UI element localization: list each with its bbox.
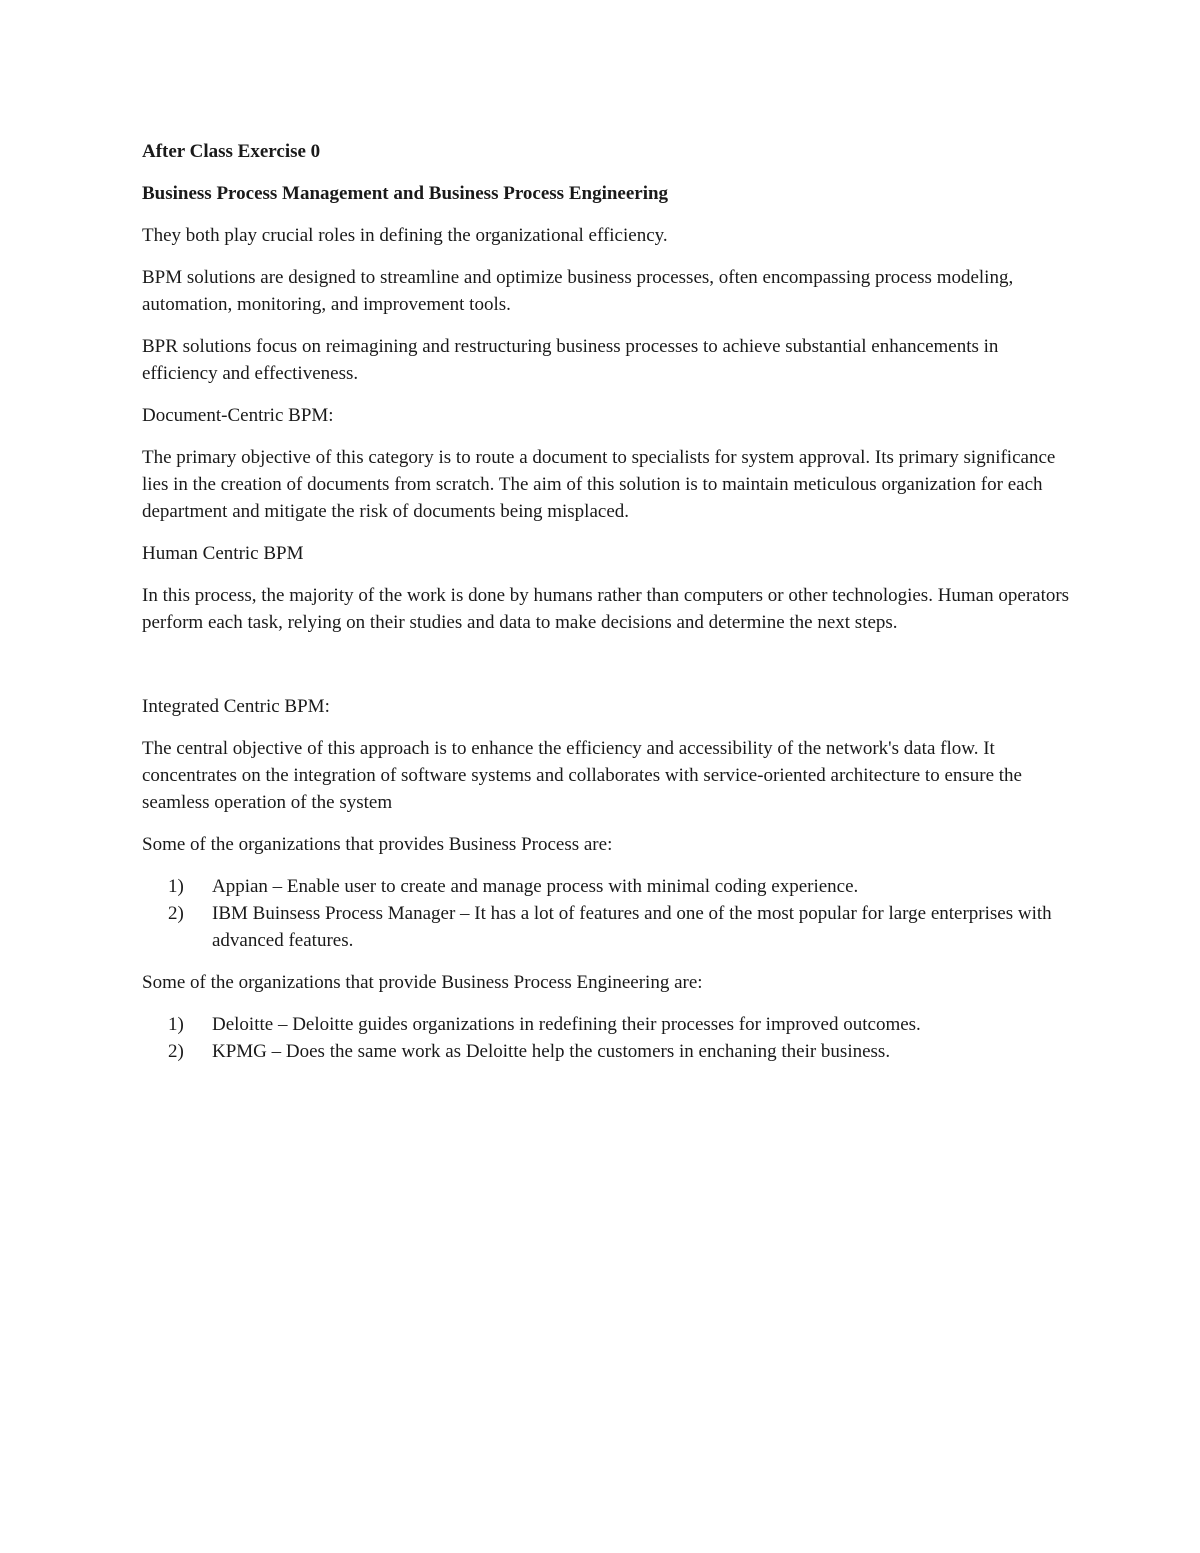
- document-page: [142, 138, 1072, 1080]
- list-item: [142, 900, 1072, 954]
- bpe-organizations-intro: Some of the organizations that provide Business Process Engineering are:: [142, 972, 703, 993]
- bpm-organizations-list: [142, 873, 1072, 954]
- list-item-text: Appian – Enable user to create and manage process with minimal coding experience.: [212, 876, 859, 897]
- list-item: [142, 1038, 1072, 1065]
- document-title: After Class Exercise 0: [142, 141, 321, 162]
- list-item: [142, 1011, 1072, 1038]
- list-item-number: 2): [168, 1041, 184, 1062]
- list-item-text: Deloitte – Deloitte guides organizations in redefining their processes for improved outcomes.: [212, 1014, 921, 1035]
- document-centric-heading: Document-Centric BPM:: [142, 405, 334, 426]
- document-centric-body: The primary objective of this category is to route a document to specialists for system approval. Its primary significance lies in the creation of documents from scratch. The aim of this solution is to maintain meticulous organization for each department and mitigate the risk of documents being misplaced.: [142, 447, 1056, 522]
- list-item: [142, 873, 1072, 900]
- document-subtitle: Business Process Management and Business Process Engineering: [142, 183, 669, 204]
- list-item-text: KPMG – Does the same work as Deloitte help the customers in enchaning their business.: [212, 1041, 891, 1062]
- bpm-description: BPM solutions are designed to streamline and optimize business processes, often encompassing process modeling, automation, monitoring, and improvement tools.: [142, 267, 1014, 315]
- integrated-centric-body: The central objective of this approach is to enhance the efficiency and accessibility of the network's data flow. It concentrates on the integration of software systems and collaborates with service-oriented architecture to ensure the seamless operation of the system: [142, 738, 1022, 813]
- bpe-organizations-list: [142, 1011, 1072, 1065]
- list-item-number: 2): [168, 903, 184, 924]
- bpr-description: BPR solutions focus on reimagining and restructuring business processes to achieve substantial enhancements in efficiency and effectiveness.: [142, 336, 999, 384]
- integrated-centric-heading: Integrated Centric BPM:: [142, 696, 330, 717]
- intro-paragraph: They both play crucial roles in defining the organizational efficiency.: [142, 225, 668, 246]
- list-item-text: IBM Buinsess Process Manager – It has a lot of features and one of the most popular for large enterprises with advanced features.: [212, 903, 1052, 951]
- list-item-number: 1): [168, 1014, 184, 1035]
- bpm-organizations-intro: Some of the organizations that provides Business Process are:: [142, 834, 613, 855]
- blank-line-spacer: [142, 651, 1072, 693]
- human-centric-body: In this process, the majority of the work is done by humans rather than computers or other technologies. Human operators perform each task, relying on their studies and data to make decisions and determine the next steps.: [142, 585, 1070, 633]
- list-item-number: 1): [168, 876, 184, 897]
- human-centric-heading: Human Centric BPM: [142, 543, 304, 564]
